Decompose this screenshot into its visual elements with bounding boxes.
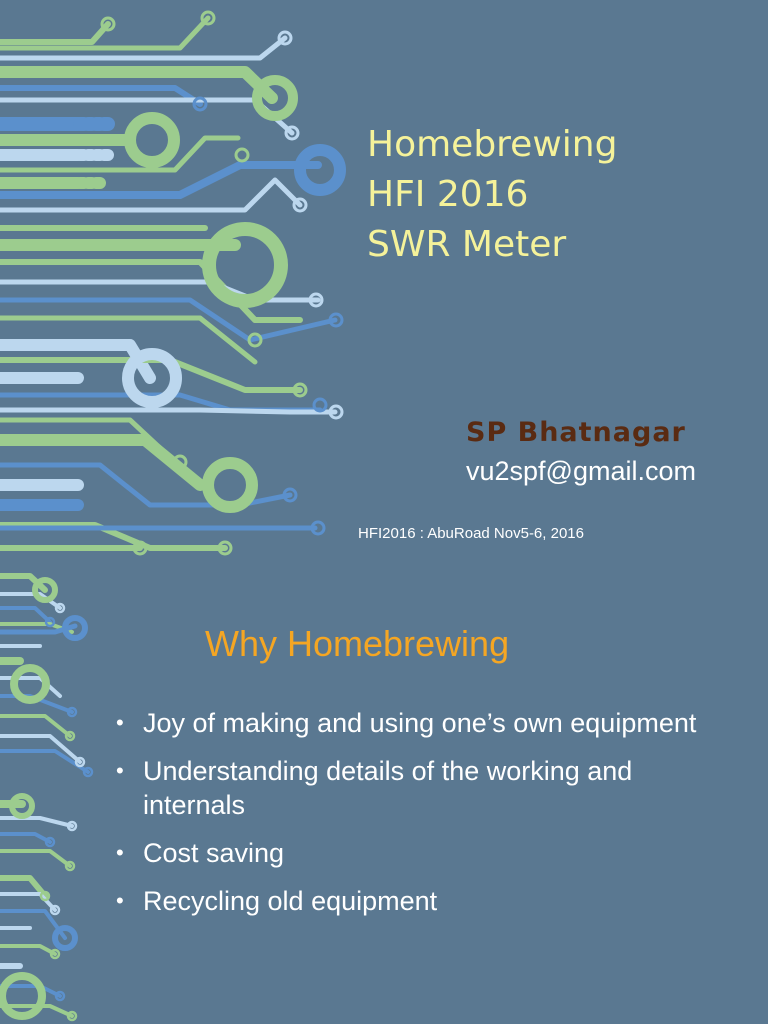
slide-heading: Why Homebrewing <box>205 623 510 664</box>
list-item <box>110 706 730 740</box>
list-item <box>110 836 730 870</box>
list-item-text: Joy of making and using one’s own equipment <box>143 708 697 738</box>
list-item-text: Understanding details of the working and internals <box>143 756 633 820</box>
title-line: Homebrewing <box>367 124 618 165</box>
list-item-text: Cost saving <box>143 838 285 868</box>
title-line: SWR Meter <box>367 224 567 265</box>
list-item-text: Recycling old equipment <box>143 886 438 916</box>
title-block <box>367 120 617 270</box>
content-slide <box>0 566 768 1024</box>
list-item <box>110 884 730 918</box>
title-line: HFI 2016 <box>367 174 529 215</box>
author-email: vu2spf@gmail.com <box>466 456 696 486</box>
bullet-icon: • <box>116 710 124 735</box>
bullet-icon: • <box>116 840 124 865</box>
event-info: HFI2016 : AbuRoad Nov5-6, 2016 <box>358 525 584 542</box>
bullet-list <box>110 706 730 932</box>
circuit-board-decoration <box>0 566 120 1024</box>
bullet-icon: • <box>116 888 124 913</box>
list-item <box>110 754 730 822</box>
author-name: SP Bhatnagar <box>466 417 686 448</box>
bullet-icon: • <box>116 758 124 783</box>
